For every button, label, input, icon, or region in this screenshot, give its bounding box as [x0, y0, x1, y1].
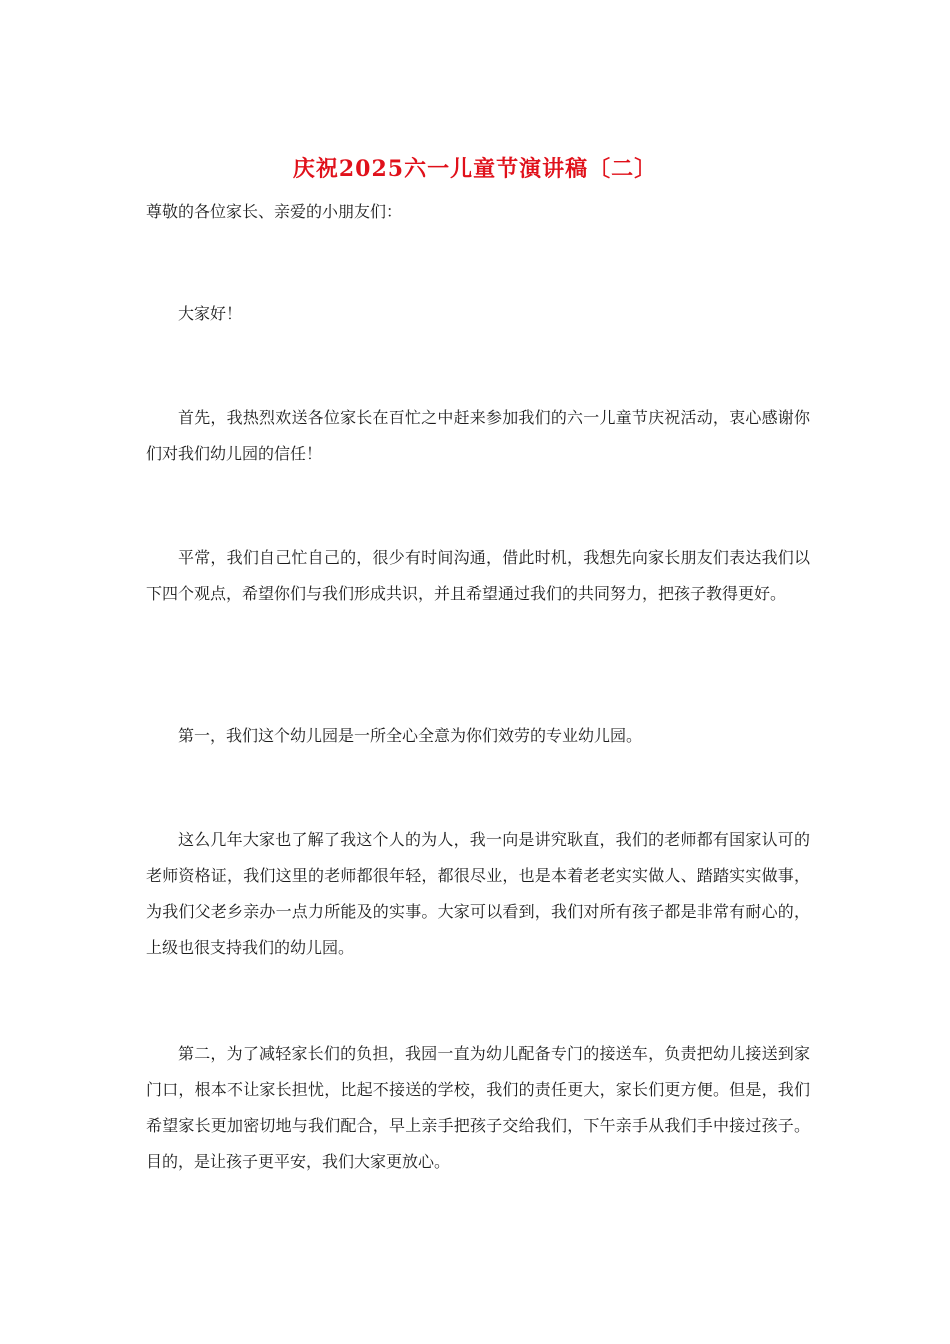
paragraph-greeting: 大家好！ — [178, 304, 243, 323]
paragraph-point-one: 第一，我们这个幼儿园是一所全心全意为你们效劳的专业幼儿园。 — [178, 726, 643, 745]
paragraph-point-two: 第二，为了减轻家长们的负担，我园一直为幼儿配备专门的接送车，负责把幼儿接送到家门口，根本不让家长担忧，比起不接送的学校，我们的责任更大，家长们更方便。但是，我们希望家长更加密切地与我们配合，早上亲手把孩子交给我们，下午亲手从我们手中接过孩子。目的，是让孩子更平安，我们大家更放心。 — [146, 1044, 810, 1171]
paragraph-teachers: 这么几年大家也了解了我这个人的为人，我一向是讲究耿直，我们的老师都有国家认可的老师资格证，我们这里的老师都很年轻，都很尽业，也是本着老老实实做人、踏踏实实做事，为我们父老乡亲办一点力所能及的实事。大家可以看到，我们对所有孩子都是非常有耐心的，上级也很支持我们的幼儿园。 — [146, 830, 810, 957]
salutation: 尊敬的各位家长、亲爱的小朋友们： — [146, 202, 403, 221]
document-title: 庆祝2025六一儿童节演讲稿〔二〕 — [292, 156, 658, 182]
paragraph-intro: 平常，我们自己忙自己的，很少有时间沟通，借此时机，我想先向家长朋友们表达我们以下四个观点，希望你们与我们形成共识，并且希望通过我们的共同努力，把孩子教得更好。 — [146, 548, 810, 603]
paragraph-welcome: 首先，我热烈欢送各位家长在百忙之中赶来参加我们的六一儿童节庆祝活动，衷心感谢你们对我们幼儿园的信任！ — [146, 408, 810, 463]
